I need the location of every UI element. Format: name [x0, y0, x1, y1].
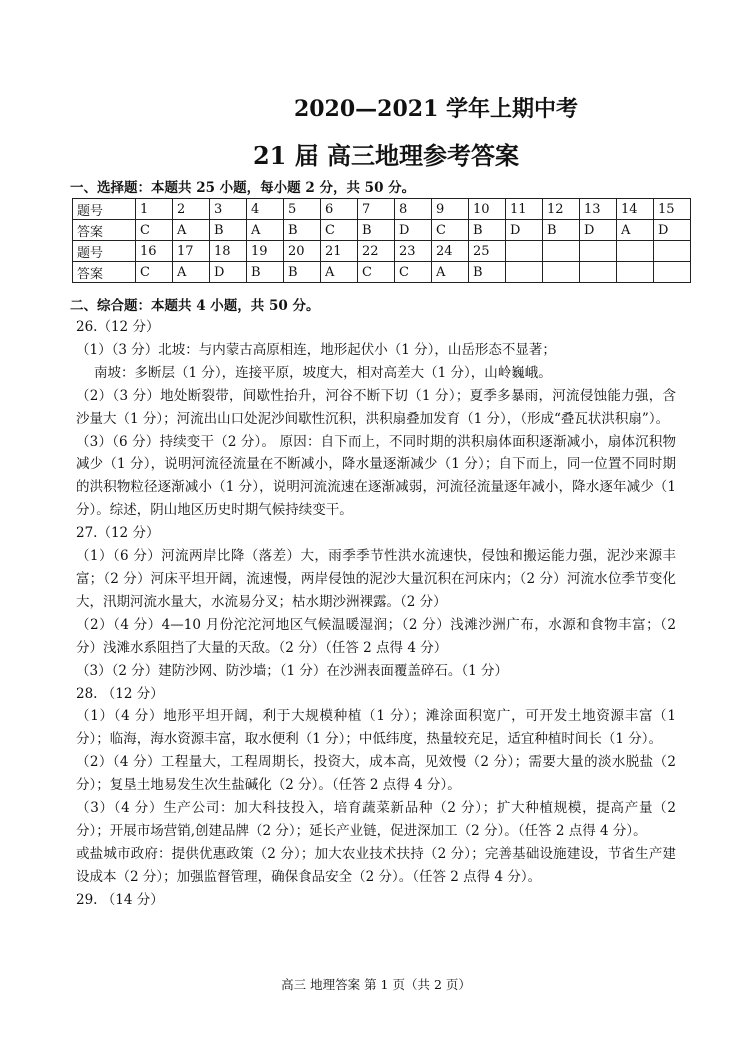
- table-cell: 24: [432, 241, 469, 262]
- table-cell: C: [358, 262, 395, 283]
- title-line-2: 21 届 高三地理参考答案: [252, 141, 520, 170]
- table-cell: 6: [321, 199, 358, 220]
- table-cell: 4: [247, 199, 284, 220]
- table-cell: 3: [210, 199, 247, 220]
- table-cell: A: [617, 220, 654, 241]
- table-cell: 5: [284, 199, 321, 220]
- table-cell: 22: [358, 241, 395, 262]
- q26-heading: 26.（12 分）: [76, 319, 160, 335]
- table-cell: B: [247, 262, 284, 283]
- table-cell: 1: [136, 199, 173, 220]
- answer-body: [76, 316, 676, 912]
- table-cell: 12: [543, 199, 580, 220]
- table-row-header: 答案: [73, 262, 136, 283]
- table-cell: 8: [395, 199, 432, 220]
- table-cell: C: [136, 220, 173, 241]
- table-cell: [506, 262, 543, 283]
- q27-heading: 27.（12 分）: [76, 525, 160, 542]
- table-row: [73, 199, 691, 220]
- section-1-heading: 一、选择题：本题共 25 小题，每小题 2 分，共 50 分。: [70, 180, 416, 196]
- table-cell: [580, 241, 617, 262]
- q26-part1: （1）（3 分）北坡：与内蒙古高原相连，地形起伏小（1 分），山岳形态不显著；: [76, 341, 556, 358]
- table-cell: A: [247, 220, 284, 241]
- q28-part1: （1）（4 分）地形平坦开阔，利于大规模种植（1 分）；滩涂面积宽广，可开发土地资源丰富（1 分）；临海，海水资源丰富，取水便利（1 分）；中低纬度，热量较充足，适宜种植时间长（1 分）。: [76, 708, 676, 748]
- table-cell: [617, 241, 654, 262]
- table-cell: B: [543, 220, 580, 241]
- table-cell: C: [321, 220, 358, 241]
- table-cell: 15: [654, 199, 691, 220]
- table-cell: C: [432, 220, 469, 241]
- q27-part1: （1）（6 分）河流两岸比降（落差）大，雨季季节性洪水流速快，侵蚀和搬运能力强，泥沙来源丰富；（2 分）河床平坦开阔，流速慢，两岸侵蚀的泥沙大量沉积在河床内；（2 分）河流水位季节变化大，汛期河流水量大，水流易分叉；枯水期沙洲裸露。（2 分）: [76, 548, 676, 610]
- table-cell: B: [284, 262, 321, 283]
- table-cell: [543, 241, 580, 262]
- q28-part3: （3）（4 分）生产公司：加大科技投入，培育蔬菜新品种（2 分）；扩大种植规模，提高产量（2 分）；开展市场营销,创建品牌（2 分）；延长产业链，促进深加工（2 分）。（任答 2 点得 4 分）。: [76, 800, 676, 839]
- q26-part3: （3）（6 分）持续变干（2 分）。 原因：自下而上，不同时期的洪积扇体面积逐渐减小，扇体沉积物减少（1 分），说明河流径流量在不断减小，降水量逐渐减少（1 分）；自下而上，同一位置不同时期的洪积物粒径逐渐减小（1 分），说明河流流速在逐渐减弱，河流径流量逐年减小，降水逐年减少（1 分）。综述，阴山地区历史时期气候持续变干。: [76, 433, 676, 519]
- q27-part2: （2）（4 分）4—10 月份沱沱河地区气候温暖湿润；（2 分）浅滩沙洲广布，水源和食物丰富；（2 分）浅滩水系阻挡了大量的天敌。（2 分）（任答 2 点得 4 分）: [76, 616, 676, 656]
- table-cell: B: [210, 220, 247, 241]
- section-2-heading: 二、综合题：本题共 4 小题，共 50 分。: [70, 298, 320, 314]
- table-cell: 23: [395, 241, 432, 262]
- table-row-header: 题号: [73, 199, 136, 220]
- table-cell: [580, 262, 617, 283]
- table-cell: C: [395, 262, 432, 283]
- table-cell: 18: [210, 241, 247, 262]
- table-cell: A: [173, 220, 210, 241]
- table-row-header: 答案: [73, 220, 136, 241]
- table-cell: 14: [617, 199, 654, 220]
- table-cell: D: [210, 262, 247, 283]
- table-row: [73, 262, 691, 283]
- table-cell: D: [654, 220, 691, 241]
- table-cell: C: [136, 262, 173, 283]
- table-cell: 16: [136, 241, 173, 262]
- table-cell: 9: [432, 199, 469, 220]
- answer-table: [72, 198, 691, 283]
- q28-part2: （2）（4 分）工程量大，工程周期长，投资大，成本高，见效慢（2 分）；需要大量的淡水脱盐（2 分）；复垦土地易发生次生盐碱化（2 分）。（任答 2 点得 4 分）。: [76, 754, 676, 794]
- table-cell: 2: [173, 199, 210, 220]
- q28-heading: 28. （12 分）: [76, 685, 164, 702]
- table-cell: [617, 262, 654, 283]
- table-cell: B: [469, 262, 506, 283]
- table-cell: [543, 262, 580, 283]
- table-cell: [654, 262, 691, 283]
- q26-part2: （2）（3 分）地处断裂带，间歇性抬升，河谷不断下切（1 分）；夏季多暴雨，河流侵蚀能力强，含沙量大（1 分）；河流出山口处泥沙间歇性沉积，洪积扇叠加发育（1 分），（形成“叠瓦状洪积扇”）。: [76, 387, 676, 427]
- q27-part3: （3）（2 分）建防沙网、防沙墙；（1 分）在沙洲表面覆盖碎石。（1 分）: [76, 662, 508, 679]
- table-cell: D: [506, 220, 543, 241]
- q29-heading: 29. （14 分）: [76, 891, 164, 908]
- q28-part3-alt: 或盐城市政府：提供优惠政策（2 分）；加大农业技术扶持（2 分）；完善基础设施建设，节省生产建设成本（2 分）；加强监督管理，确保食品安全（2 分）。（任答 2 点得 4 分）。: [76, 845, 676, 885]
- table-cell: 13: [580, 199, 617, 220]
- table-cell: [506, 241, 543, 262]
- table-cell: [654, 241, 691, 262]
- table-cell: 17: [173, 241, 210, 262]
- table-cell: A: [432, 262, 469, 283]
- q26-part1-cont: 南坡：多断层（1 分），连接平原，坡度大，相对高差大（1 分），山岭巍峨。: [94, 364, 552, 381]
- table-cell: 11: [506, 199, 543, 220]
- table-cell: 21: [321, 241, 358, 262]
- table-cell: B: [284, 220, 321, 241]
- table-cell: 20: [284, 241, 321, 262]
- table-cell: 7: [358, 199, 395, 220]
- title-line-1: 2020—2021 学年上期中考: [293, 96, 579, 122]
- table-cell: D: [395, 220, 432, 241]
- table-cell: A: [173, 262, 210, 283]
- table-row-header: 题号: [73, 241, 136, 262]
- page-footer: 高三 地理答案 第 1 页（共 2 页）: [281, 977, 471, 992]
- table-cell: 25: [469, 241, 506, 262]
- table-cell: B: [358, 220, 395, 241]
- table-cell: B: [469, 220, 506, 241]
- table-row: [73, 220, 691, 241]
- table-row: [73, 241, 691, 262]
- table-cell: 19: [247, 241, 284, 262]
- table-cell: A: [321, 262, 358, 283]
- table-cell: 10: [469, 199, 506, 220]
- table-cell: D: [580, 220, 617, 241]
